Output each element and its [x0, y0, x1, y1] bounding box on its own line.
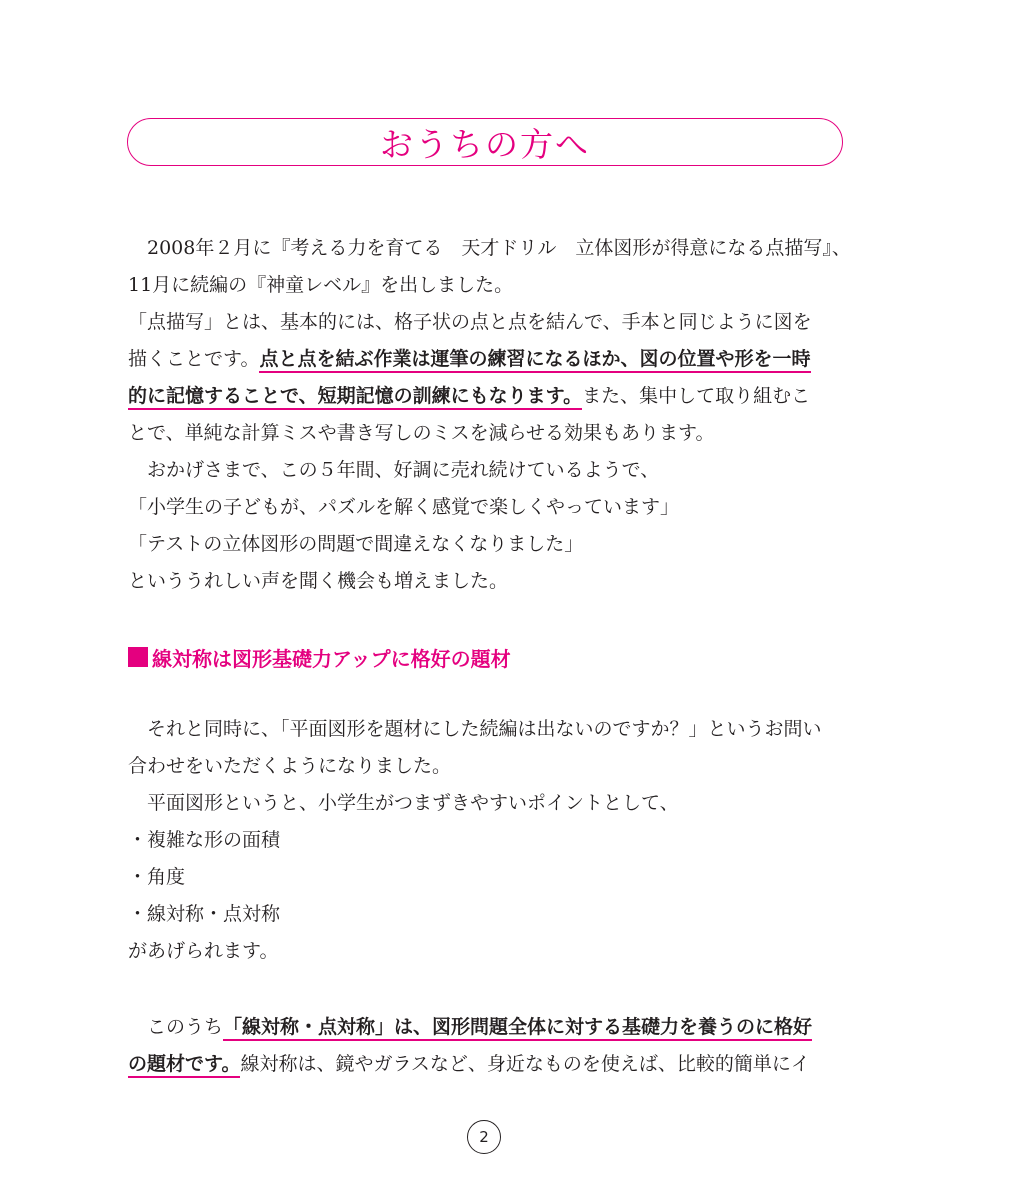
page-number: 2	[467, 1120, 501, 1154]
body-line: 「テストの立体図形の問題で間違えなくなりました」	[128, 533, 584, 555]
title-box	[127, 118, 843, 166]
body-line: 11月に続編の『神童レベル』を出しました。	[128, 274, 514, 296]
body-line: それと同時に、「平面図形を題材にした続編は出ないのですか？」というお問い	[128, 718, 822, 740]
body-line	[128, 384, 858, 408]
body-line: おかげさまで、この５年間、好調に売れ続けているようで、	[128, 459, 660, 481]
body-text: また、集中して取り組むこ	[582, 385, 811, 407]
emphasis-text: 点と点を結ぶ作業は運筆の練習になるほか、図の位置や形を一時	[259, 348, 810, 373]
body-line: 平面図形というと、小学生がつまずきやすいポイントとして、	[128, 792, 679, 814]
bullet-item: ・複雑な形の面積	[128, 829, 281, 851]
body-line: があげられます。	[128, 940, 279, 962]
body-text: このうち	[128, 1016, 224, 1038]
body-line: 合わせをいただくようになりました。	[128, 755, 452, 777]
body-line: といううれしい声を聞く機会も増えました。	[128, 570, 509, 592]
emphasis-text: 「線対称・点対称」は、図形問題全体に対する基礎力を養うのに格好	[223, 1016, 812, 1041]
page-title: おうちの方へ	[380, 124, 590, 164]
emphasis-text: の題材です。	[128, 1053, 240, 1078]
section-heading-text: 線対称は図形基礎力アップに格好の題材	[152, 646, 511, 671]
bullet-item: ・角度	[128, 866, 186, 888]
body-text: 線対称は、鏡やガラスなど、身近なものを使えば、比較的簡単にイ	[240, 1053, 810, 1075]
body-line: 2008年２月に『考える力を育てる 天才ドリル 立体図形が得意になる点描写』、	[128, 237, 851, 259]
emphasis-text: 的に記憶することで、短期記憶の訓練にもなります。	[128, 385, 582, 410]
body-text: 描くことです。	[128, 348, 260, 370]
body-line: 「小学生の子どもが、パズルを解く感覚で楽しくやっています」	[128, 496, 680, 518]
square-bullet-icon	[128, 647, 148, 667]
body-line	[128, 1052, 858, 1076]
body-line: 「点描写」とは、基本的には、格子状の点と点を結んで、手本と同じように図を	[128, 311, 812, 333]
bullet-item: ・線対称・点対称	[128, 903, 281, 925]
body-line: とで、単純な計算ミスや書き写しのミスを減らせる効果もあります。	[128, 422, 715, 444]
section-heading	[128, 644, 511, 670]
body-line	[128, 1015, 858, 1039]
body-line	[128, 347, 858, 371]
